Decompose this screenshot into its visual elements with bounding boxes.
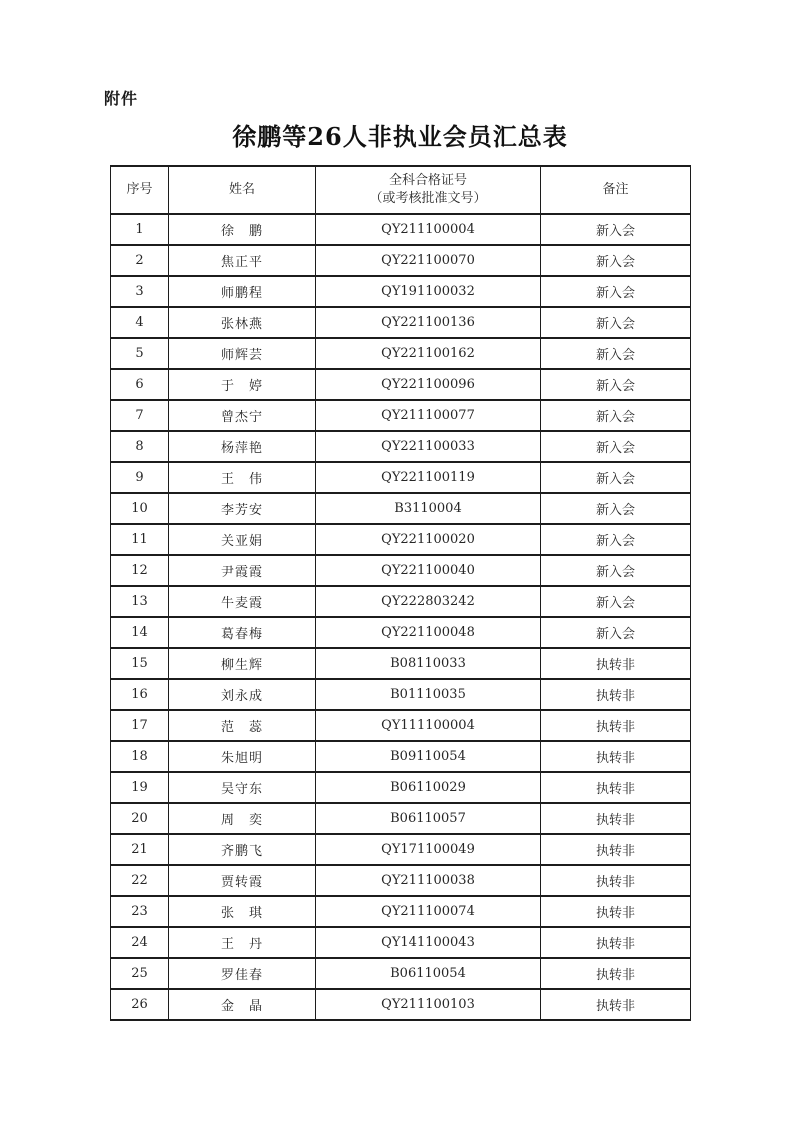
table-row: [111, 865, 691, 896]
cell-cert-number: QY221100048: [316, 617, 541, 648]
cell-index: 10: [111, 493, 169, 524]
cell-name: 周 奕: [169, 803, 316, 834]
cell-index: 16: [111, 679, 169, 710]
cell-index: 11: [111, 524, 169, 555]
cell-index: 15: [111, 648, 169, 679]
cell-index: 25: [111, 958, 169, 989]
cell-cert-number: B06110029: [316, 772, 541, 803]
cell-index: 17: [111, 710, 169, 741]
page-title: 徐鹏等26人非执业会员汇总表: [232, 122, 568, 151]
cell-name: 尹霞霞: [169, 555, 316, 586]
header-cert-line1: 全科合格证号: [388, 173, 467, 189]
cell-name: 贾转霞: [169, 865, 316, 896]
table-row: [111, 431, 691, 462]
cell-remark: 新入会: [541, 462, 691, 493]
header-index: 序号: [111, 166, 169, 214]
cell-name: 杨萍艳: [169, 431, 316, 462]
table-row: [111, 493, 691, 524]
cell-cert-number: QY211100103: [316, 989, 541, 1020]
cell-cert-number: QY222803242: [316, 586, 541, 617]
cell-index: 22: [111, 865, 169, 896]
cell-remark: 新入会: [541, 400, 691, 431]
table-row: [111, 369, 691, 400]
table-body: [111, 214, 691, 1020]
cell-cert-number: QY221100136: [316, 307, 541, 338]
cell-cert-number: B3110004: [316, 493, 541, 524]
cell-name: 于 婷: [169, 369, 316, 400]
cell-name: 张林燕: [169, 307, 316, 338]
cell-index: 6: [111, 369, 169, 400]
cell-index: 14: [111, 617, 169, 648]
header-remark: 备注: [541, 166, 691, 214]
header-name: 姓名: [169, 166, 316, 214]
cell-name: 曾杰宁: [169, 400, 316, 431]
table-row: [111, 245, 691, 276]
cell-cert-number: B09110054: [316, 741, 541, 772]
table-row: [111, 524, 691, 555]
header-cert: [316, 166, 541, 214]
cell-index: 1: [111, 214, 169, 245]
cell-cert-number: QY221100033: [316, 431, 541, 462]
table-header-row: [111, 166, 691, 214]
cell-remark: 执转非: [541, 834, 691, 865]
cell-remark: 新入会: [541, 493, 691, 524]
cell-cert-number: QY211100077: [316, 400, 541, 431]
cell-cert-number: QY221100096: [316, 369, 541, 400]
cell-cert-number: B06110054: [316, 958, 541, 989]
cell-cert-number: B08110033: [316, 648, 541, 679]
cell-remark: 新入会: [541, 431, 691, 462]
cell-index: 8: [111, 431, 169, 462]
cell-cert-number: QY211100038: [316, 865, 541, 896]
cell-name: 朱旭明: [169, 741, 316, 772]
cell-cert-number: QY211100074: [316, 896, 541, 927]
cell-remark: 执转非: [541, 989, 691, 1020]
cell-cert-number: QY221100040: [316, 555, 541, 586]
cell-name: 师鹏程: [169, 276, 316, 307]
cell-remark: 新入会: [541, 617, 691, 648]
cell-name: 王 丹: [169, 927, 316, 958]
cell-name: 焦正平: [169, 245, 316, 276]
cell-cert-number: B06110057: [316, 803, 541, 834]
cell-index: 4: [111, 307, 169, 338]
member-summary-table: [110, 165, 691, 1021]
cell-index: 9: [111, 462, 169, 493]
cell-index: 7: [111, 400, 169, 431]
cell-cert-number: QY211100004: [316, 214, 541, 245]
cell-remark: 执转非: [541, 741, 691, 772]
cell-cert-number: QY221100020: [316, 524, 541, 555]
cell-name: 徐 鹏: [169, 214, 316, 245]
cell-index: 19: [111, 772, 169, 803]
cell-index: 18: [111, 741, 169, 772]
cell-remark: 执转非: [541, 803, 691, 834]
cell-index: 12: [111, 555, 169, 586]
table-row: [111, 896, 691, 927]
cell-remark: 新入会: [541, 338, 691, 369]
cell-cert-number: QY111100004: [316, 710, 541, 741]
cell-name: 张 琪: [169, 896, 316, 927]
table-row: [111, 927, 691, 958]
cell-index: 20: [111, 803, 169, 834]
cell-remark: 新入会: [541, 369, 691, 400]
table-row: [111, 710, 691, 741]
table-row: [111, 214, 691, 245]
cell-index: 5: [111, 338, 169, 369]
cell-name: 罗佳春: [169, 958, 316, 989]
cell-index: 2: [111, 245, 169, 276]
cell-remark: 执转非: [541, 679, 691, 710]
table-row: [111, 307, 691, 338]
cell-cert-number: B01110035: [316, 679, 541, 710]
table-row: [111, 834, 691, 865]
cell-name: 齐鹏飞: [169, 834, 316, 865]
cell-name: 葛春梅: [169, 617, 316, 648]
table-row: [111, 989, 691, 1020]
cell-remark: 执转非: [541, 772, 691, 803]
cell-remark: 新入会: [541, 555, 691, 586]
table-row: [111, 679, 691, 710]
cell-remark: 新入会: [541, 586, 691, 617]
cell-index: 23: [111, 896, 169, 927]
cell-name: 范 蕊: [169, 710, 316, 741]
cell-cert-number: QY221100162: [316, 338, 541, 369]
cell-index: 24: [111, 927, 169, 958]
cell-index: 3: [111, 276, 169, 307]
cell-remark: 执转非: [541, 927, 691, 958]
cell-index: 13: [111, 586, 169, 617]
attachment-label: 附件: [104, 89, 139, 108]
table-row: [111, 276, 691, 307]
cell-cert-number: QY171100049: [316, 834, 541, 865]
cell-name: 王 伟: [169, 462, 316, 493]
cell-name: 吴守东: [169, 772, 316, 803]
cell-remark: 新入会: [541, 307, 691, 338]
cell-name: 关亚娟: [169, 524, 316, 555]
table-row: [111, 741, 691, 772]
table-row: [111, 772, 691, 803]
cell-remark: 执转非: [541, 896, 691, 927]
cell-cert-number: QY191100032: [316, 276, 541, 307]
cell-cert-number: QY221100070: [316, 245, 541, 276]
cell-name: 师辉芸: [169, 338, 316, 369]
table-row: [111, 555, 691, 586]
cell-name: 柳生辉: [169, 648, 316, 679]
cell-remark: 新入会: [541, 276, 691, 307]
cell-name: 李芳安: [169, 493, 316, 524]
cell-remark: 新入会: [541, 245, 691, 276]
table-row: [111, 958, 691, 989]
table-row: [111, 462, 691, 493]
cell-cert-number: QY141100043: [316, 927, 541, 958]
cell-remark: 执转非: [541, 710, 691, 741]
cell-remark: 执转非: [541, 865, 691, 896]
cell-remark: 执转非: [541, 648, 691, 679]
table-row: [111, 803, 691, 834]
cell-cert-number: QY221100119: [316, 462, 541, 493]
table-row: [111, 617, 691, 648]
cell-index: 21: [111, 834, 169, 865]
cell-name: 金 晶: [169, 989, 316, 1020]
cell-name: 牛麦霞: [169, 586, 316, 617]
table-header: [111, 166, 691, 214]
cell-name: 刘永成: [169, 679, 316, 710]
cell-remark: 执转非: [541, 958, 691, 989]
cell-remark: 新入会: [541, 524, 691, 555]
table-row: [111, 338, 691, 369]
table-row: [111, 400, 691, 431]
cell-index: 26: [111, 989, 169, 1020]
table-row: [111, 586, 691, 617]
cell-remark: 新入会: [541, 214, 691, 245]
header-cert-line2: （或考核批准文号）: [369, 191, 487, 206]
table-row: [111, 648, 691, 679]
